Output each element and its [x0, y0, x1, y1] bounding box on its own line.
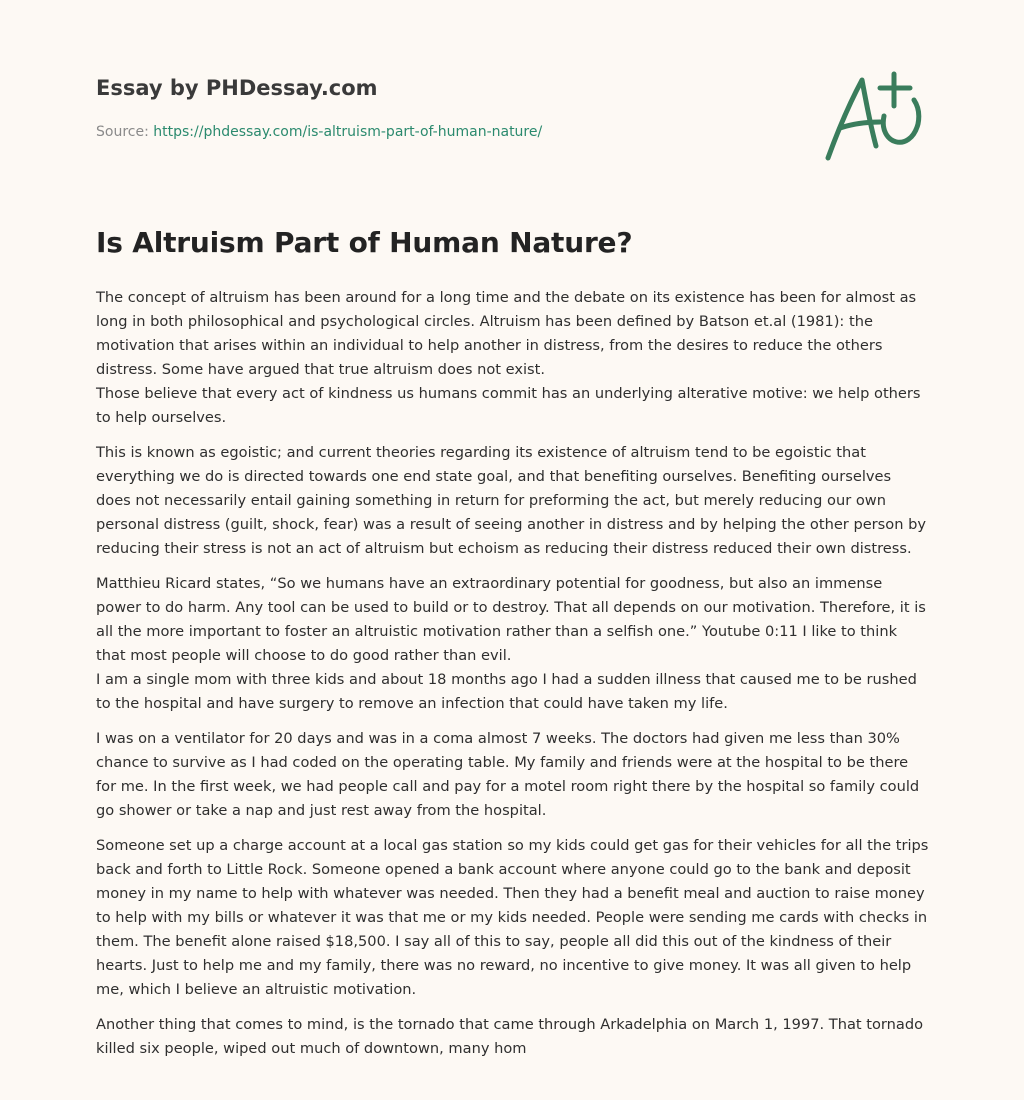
essay-paragraph: This is known as egoistic; and current theories regarding its existence of altruism tend to be egoistic that everything we do is directed towards one end state goal, and that benefiting ourselves. Benefiting ourselves does not necessarily entail gaining something in return for preforming the act, but merely reducing our own personal distress (guilt, shock, fear) was a result of seeing another in distress and by helping the other person by reducing their stress is not an act of altruism but echoism as reducing their distress reduced their own distress.	[96, 444, 927, 557]
brand-title: Essay by PHDessay.com	[96, 76, 378, 100]
essay-paragraph: Matthieu Ricard states, “So we humans have an extraordinary potential for goodness, but also an immense power to do harm. Any tool can be used to build or to destroy. That all depends on our motivation. Therefore, it is all the more important to foster an altruistic motivation rather than a selfish one.” Youtube 0:11 I like to think that most people will choose to do good rather than evil. I am a single mom with three kids and about 18 months ago I had a sudden illness that caused me to be rushed to the hospital and have surgery to remove an infection that could have taken my life.	[96, 575, 926, 712]
essay-paragraph: Another thing that comes to mind, is the tornado that came through Arkadelphia on March 1, 1997. That tornado killed six people, wiped out much of downtown, many hom	[96, 1016, 924, 1057]
essay-body	[96, 286, 930, 1072]
source-label: Source:	[96, 124, 154, 140]
essay-paragraph: I was on a ventilator for 20 days and was in a coma almost 7 weeks. The doctors had given me less than 30% chance to survive as I had coded on the operating table. My family and friends were at the hospital to be there for me. In the first week, we had people call and pay for a motel room right there by the hospital so family could go shower or take a nap and just rest away from the hospital.	[96, 730, 920, 819]
essay-paragraph: Someone set up a charge account at a local gas station so my kids could get gas for their vehicles for all the trips back and forth to Little Rock. Someone opened a bank account where anyone could go to the bank and deposit money in my name to help with whatever was needed. Then they had a benefit meal and auction to raise money to help with my bills or whatever it was that me or my kids needed. People were sending me cards with checks in them. The benefit alone raised $18,500. I say all of this to say, people all did this out of the kindness of their hearts. Just to help me and my family, there was no reward, no incentive to give money. It was all given to help me, which I believe an altruistic motivation.	[96, 837, 929, 998]
source-line	[96, 124, 542, 140]
essay-paragraph: The concept of altruism has been around for a long time and the debate on its existence has been for almost as long in both philosophical and psychological circles. Altruism has been defined by Batson et.al (1981): the motivation that arises within an individual to help another in distress, from the desires to reduce the others distress. Some have argued that true altruism does not exist. Those believe that every act of kindness us humans commit has an underlying alterative motive: we help others to help ourselves.	[96, 289, 921, 426]
source-link[interactable]: https://phdessay.com/is-altruism-part-of-human-nature/	[153, 124, 543, 140]
essay-title: Is Altruism Part of Human Nature?	[96, 226, 633, 259]
a-plus-logo-icon	[818, 66, 930, 166]
